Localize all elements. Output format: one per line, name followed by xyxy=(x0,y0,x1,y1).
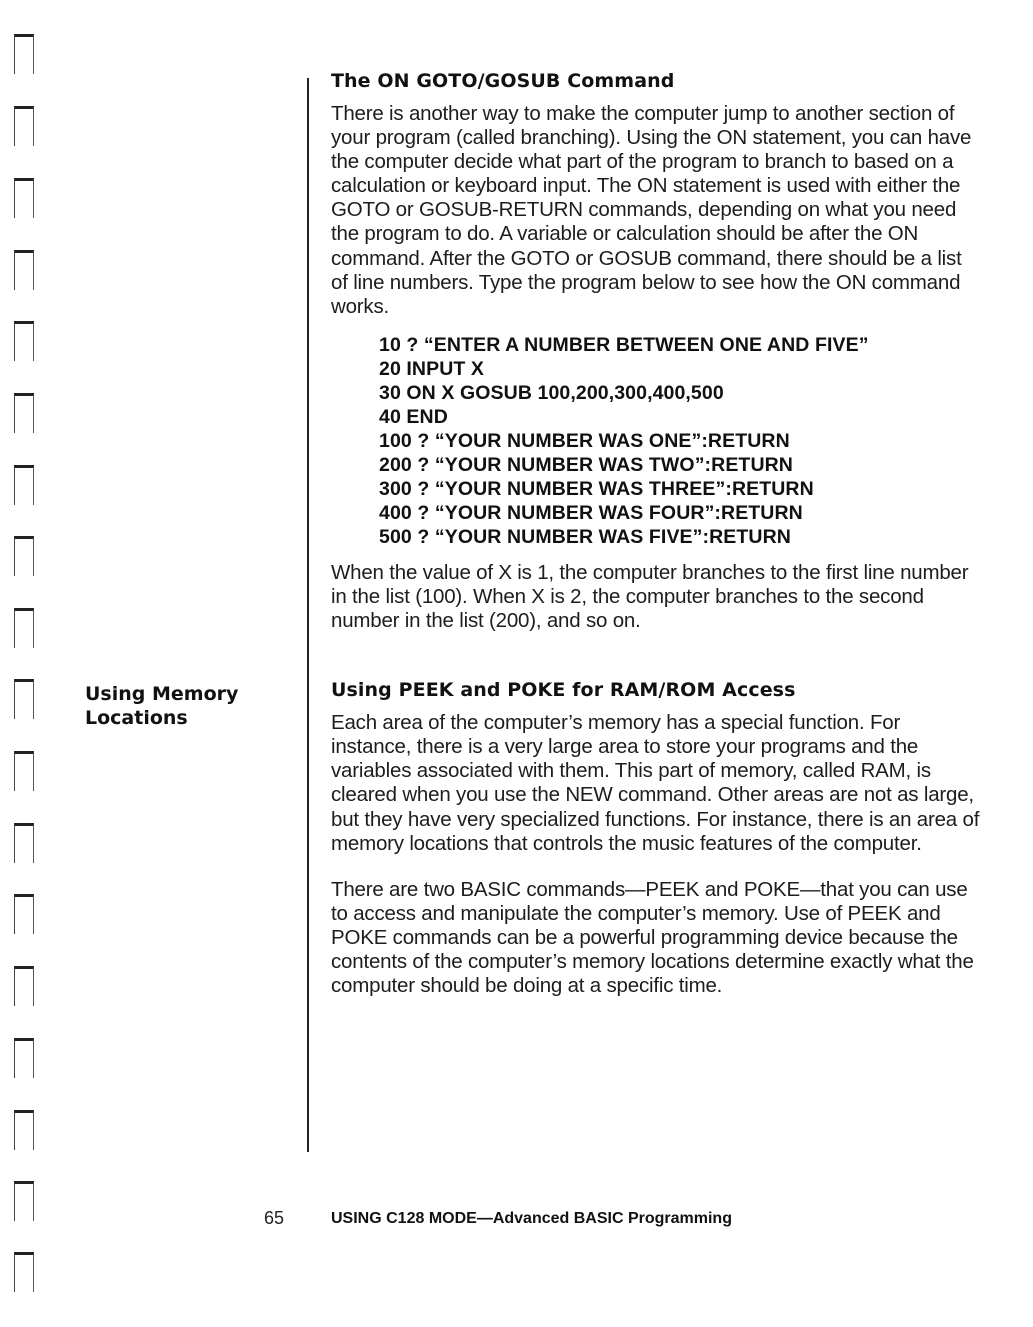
side-heading xyxy=(85,682,285,730)
main-column xyxy=(331,70,981,998)
peek-poke-paragraph: There are two BASIC commands—PEEK and POKE—that you can use to access and manipulate the computer’s memory. Use of PEEK and POKE commands can be a powerful programming device because the contents of the computer’s memory locations determine exactly what the computer should be doing at a specific time. xyxy=(331,877,974,998)
binding-hole xyxy=(14,393,34,433)
binding-hole xyxy=(14,465,34,505)
binding-hole xyxy=(14,1252,34,1292)
code-line: 20 INPUT X xyxy=(379,357,485,380)
binding-hole xyxy=(14,1181,34,1221)
code-listing xyxy=(379,333,981,549)
column-divider xyxy=(307,78,309,1152)
binding-hole xyxy=(14,966,34,1006)
code-line: 30 ON X GOSUB 100,200,300,400,500 xyxy=(379,381,724,404)
binding-hole xyxy=(14,536,34,576)
binding-hole xyxy=(14,751,34,791)
binding-hole xyxy=(14,1110,34,1150)
binding-hole xyxy=(14,823,34,863)
binding-hole xyxy=(14,321,34,361)
intro-paragraph: There is another way to make the computer jump to another section of your program (called branching). Using the ON statement, you can have the computer decide what part of the program to branch to based on a calculation or keyboard input. The ON statement is used with either the GOTO or GOSUB-RETURN commands, depending on what you need the program to do. A variable or calculation should be after the ON command. After the GOTO or GOSUB command, there should be a list of line numbers. Type the program below to see how the ON command works. xyxy=(331,102,972,318)
code-line: 500 ? “YOUR NUMBER WAS FIVE”:RETURN xyxy=(379,525,791,548)
binding-hole xyxy=(14,178,34,218)
running-title: USING C128 MODE—Advanced BASIC Programming xyxy=(331,1210,732,1227)
code-line: 300 ? “YOUR NUMBER WAS THREE”:RETURN xyxy=(379,477,814,500)
spiral-binding-holes xyxy=(0,0,60,1327)
section-heading-peek-poke: Using PEEK and POKE for RAM/ROM Access xyxy=(331,679,796,702)
side-heading-line1: Using Memory xyxy=(85,683,239,705)
binding-hole xyxy=(14,106,34,146)
explanation-paragraph: When the value of X is 1, the computer branches to the first line number in the list (100). When X is 2, the computer branches to the second number in the list (200), and so on. xyxy=(331,560,969,633)
binding-hole xyxy=(14,679,34,719)
code-line: 40 END xyxy=(379,405,448,428)
code-line: 400 ? “YOUR NUMBER WAS FOUR”:RETURN xyxy=(379,501,803,524)
memory-paragraph: Each area of the computer’s memory has a special function. For instance, there is a very large area to store your programs and the variables associated with them. This part of memory, called RAM, is cleared when you use the NEW command. Other areas are not as large, but they have very specialized functions. For instance, there is an area of memory locations that controls the music features of the computer. xyxy=(331,711,980,855)
binding-hole xyxy=(14,1038,34,1078)
code-line: 100 ? “YOUR NUMBER WAS ONE”:RETURN xyxy=(379,429,790,452)
code-line: 10 ? “ENTER A NUMBER BETWEEN ONE AND FIVE” xyxy=(379,333,869,356)
binding-hole xyxy=(14,34,34,74)
binding-hole xyxy=(14,894,34,934)
section-heading-on-goto: The ON GOTO/GOSUB Command xyxy=(331,70,675,92)
code-line: 200 ? “YOUR NUMBER WAS TWO”:RETURN xyxy=(379,453,793,476)
binding-hole xyxy=(14,608,34,648)
binding-hole xyxy=(14,250,34,290)
page-number: 65 xyxy=(264,1208,285,1228)
side-heading-line2: Locations xyxy=(85,707,188,729)
